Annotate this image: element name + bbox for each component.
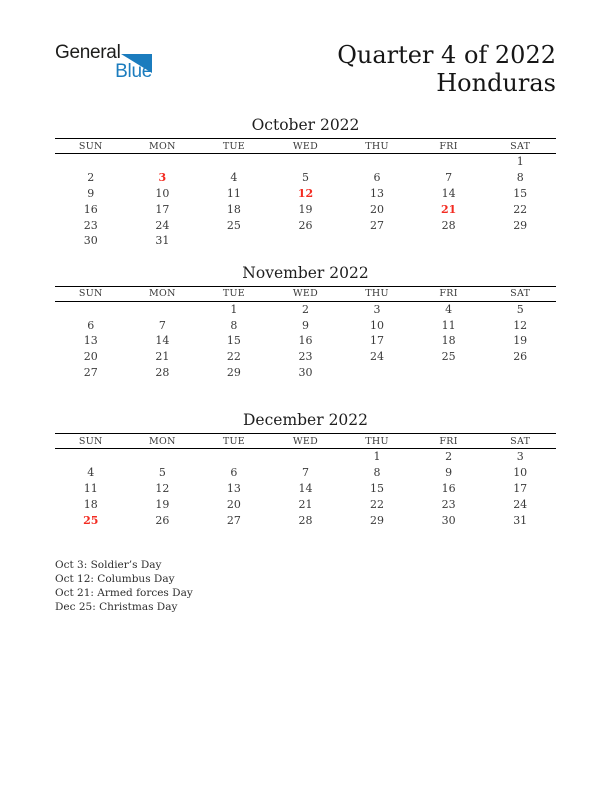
page-header <box>55 43 556 97</box>
empty-cell <box>413 365 485 381</box>
empty-cell <box>127 301 199 317</box>
date-cell: 8 <box>516 171 524 185</box>
month-november <box>55 265 556 413</box>
date-cell: 6 <box>230 466 238 480</box>
date-cell: 2 <box>445 450 453 464</box>
empty-cell <box>198 233 270 249</box>
weekday-header: SUN <box>55 434 127 449</box>
date-cell: 25 <box>441 350 456 364</box>
date-cell: 5 <box>158 466 166 480</box>
months-container <box>55 117 556 560</box>
week-row <box>55 186 556 202</box>
empty-cell <box>484 365 556 381</box>
month-title: December 2022 <box>242 411 369 429</box>
date-cell: 7 <box>445 171 453 185</box>
date-cell: 25 <box>226 218 241 232</box>
weekday-header: MON <box>127 139 199 154</box>
date-cell: 19 <box>155 497 170 511</box>
date-cell: 23 <box>83 218 98 232</box>
holiday-date-cell: 21 <box>440 202 457 216</box>
date-cell: 2 <box>301 302 309 316</box>
date-cell: 20 <box>226 497 241 511</box>
date-cell: 26 <box>298 218 313 232</box>
date-cell: 24 <box>155 218 170 232</box>
empty-cell <box>484 233 556 249</box>
empty-cell <box>270 154 342 170</box>
date-cell: 7 <box>301 466 309 480</box>
date-cell: 26 <box>513 350 528 364</box>
date-cell: 14 <box>298 481 313 495</box>
week-row <box>55 333 556 349</box>
weekday-header: TUE <box>198 286 270 301</box>
month-december <box>55 412 556 560</box>
date-cell: 8 <box>230 318 238 332</box>
week-row <box>55 449 556 465</box>
date-cell: 29 <box>226 366 241 380</box>
weekday-header: FRI <box>413 286 485 301</box>
week-row <box>55 170 556 186</box>
date-cell: 19 <box>298 202 313 216</box>
empty-cell <box>341 233 413 249</box>
date-cell: 15 <box>226 334 241 348</box>
date-cell: 10 <box>370 318 385 332</box>
week-row <box>55 465 556 481</box>
date-cell: 11 <box>441 318 456 332</box>
weekday-header: WED <box>270 139 342 154</box>
date-cell: 27 <box>370 218 385 232</box>
empty-cell <box>270 233 342 249</box>
holiday-list <box>55 558 556 614</box>
date-cell: 20 <box>83 350 98 364</box>
empty-cell <box>55 449 127 465</box>
weekday-header-row <box>55 286 556 301</box>
date-cell: 13 <box>83 334 98 348</box>
weekday-header: WED <box>270 434 342 449</box>
date-cell: 30 <box>298 366 313 380</box>
date-cell: 12 <box>155 481 170 495</box>
week-row <box>55 365 556 381</box>
holiday-item: Oct 3: Soldier’s Day <box>55 558 162 571</box>
date-cell: 30 <box>441 513 456 527</box>
date-cell: 18 <box>83 497 98 511</box>
calendar-table <box>55 433 556 528</box>
holiday-item: Oct 12: Columbus Day <box>55 572 175 585</box>
date-cell: 20 <box>370 202 385 216</box>
date-cell: 6 <box>87 318 95 332</box>
week-row <box>55 317 556 333</box>
calendar-table <box>55 286 556 381</box>
date-cell: 1 <box>230 302 238 316</box>
weekday-header: MON <box>127 286 199 301</box>
empty-cell <box>413 233 485 249</box>
month-october <box>55 117 556 265</box>
weekday-header: FRI <box>413 434 485 449</box>
date-cell: 16 <box>298 334 313 348</box>
date-cell: 19 <box>513 334 528 348</box>
week-row <box>55 217 556 233</box>
date-cell: 14 <box>155 334 170 348</box>
weekday-header: TUE <box>198 434 270 449</box>
weekday-header: THU <box>341 139 413 154</box>
date-cell: 17 <box>370 334 385 348</box>
date-cell: 11 <box>226 186 241 200</box>
date-cell: 22 <box>513 202 528 216</box>
weekday-header: SAT <box>484 286 556 301</box>
date-cell: 10 <box>513 466 528 480</box>
week-row <box>55 349 556 365</box>
date-cell: 4 <box>230 171 238 185</box>
date-cell: 8 <box>373 466 381 480</box>
title-country: Honduras <box>436 69 556 97</box>
weekday-header: SUN <box>55 286 127 301</box>
weekday-header: THU <box>341 286 413 301</box>
page-title <box>337 41 556 97</box>
date-cell: 15 <box>370 481 385 495</box>
holiday-date-cell: 12 <box>297 186 314 200</box>
weekday-header: WED <box>270 286 342 301</box>
date-cell: 9 <box>445 466 453 480</box>
date-cell: 5 <box>301 171 309 185</box>
date-cell: 30 <box>83 234 98 248</box>
week-row <box>55 233 556 249</box>
weekday-header: TUE <box>198 139 270 154</box>
empty-cell <box>55 301 127 317</box>
holiday-item: Dec 25: Christmas Day <box>55 600 178 613</box>
date-cell: 23 <box>441 497 456 511</box>
date-cell: 12 <box>513 318 528 332</box>
month-title: October 2022 <box>251 116 360 134</box>
week-row <box>55 481 556 497</box>
date-cell: 13 <box>226 481 241 495</box>
holiday-date-cell: 25 <box>83 513 99 527</box>
date-cell: 31 <box>155 234 170 248</box>
empty-cell <box>341 365 413 381</box>
calendar-table <box>55 138 556 249</box>
date-cell: 17 <box>155 202 170 216</box>
date-cell: 31 <box>513 513 528 527</box>
weekday-header-row <box>55 139 556 154</box>
date-cell: 14 <box>441 186 456 200</box>
date-cell: 4 <box>87 466 95 480</box>
date-cell: 22 <box>370 497 385 511</box>
weekday-header: SAT <box>484 434 556 449</box>
date-cell: 4 <box>445 302 453 316</box>
holiday-date-cell: 3 <box>158 171 167 185</box>
empty-cell <box>270 449 342 465</box>
title-quarter: Quarter 4 of 2022 <box>337 41 556 69</box>
date-cell: 24 <box>513 497 528 511</box>
date-cell: 28 <box>155 366 170 380</box>
date-cell: 9 <box>301 318 309 332</box>
week-row <box>55 512 556 528</box>
date-cell: 18 <box>441 334 456 348</box>
date-cell: 23 <box>298 350 313 364</box>
weekday-header: SAT <box>484 139 556 154</box>
month-title: November 2022 <box>242 263 369 282</box>
date-cell: 27 <box>226 513 241 527</box>
date-cell: 3 <box>373 302 381 316</box>
weekday-header: THU <box>341 434 413 449</box>
date-cell: 24 <box>370 350 385 364</box>
date-cell: 16 <box>83 202 98 216</box>
date-cell: 29 <box>513 218 528 232</box>
week-row <box>55 496 556 512</box>
weekday-header: FRI <box>413 139 485 154</box>
date-cell: 28 <box>298 513 313 527</box>
date-cell: 22 <box>226 350 241 364</box>
logo-text-blue: Blue <box>115 61 152 82</box>
date-cell: 26 <box>155 513 170 527</box>
weekday-header: MON <box>127 434 199 449</box>
weekday-header: SUN <box>55 139 127 154</box>
date-cell: 11 <box>83 481 98 495</box>
date-cell: 6 <box>373 171 381 185</box>
date-cell: 13 <box>370 186 385 200</box>
date-cell: 28 <box>441 218 456 232</box>
date-cell: 10 <box>155 186 170 200</box>
weekday-header-row <box>55 434 556 449</box>
empty-cell <box>127 449 199 465</box>
date-cell: 7 <box>158 318 166 332</box>
date-cell: 27 <box>83 366 98 380</box>
general-blue-logo <box>55 43 153 81</box>
date-cell: 5 <box>516 302 524 316</box>
holiday-item: Oct 21: Armed forces Day <box>55 586 193 599</box>
date-cell: 18 <box>226 202 241 216</box>
date-cell: 17 <box>513 481 528 495</box>
empty-cell <box>198 449 270 465</box>
date-cell: 21 <box>155 350 170 364</box>
date-cell: 9 <box>87 186 95 200</box>
date-cell: 1 <box>373 450 381 464</box>
week-row <box>55 201 556 217</box>
empty-cell <box>127 154 199 170</box>
empty-cell <box>341 154 413 170</box>
empty-cell <box>198 154 270 170</box>
date-cell: 15 <box>513 186 528 200</box>
week-row <box>55 154 556 170</box>
week-row <box>55 301 556 317</box>
date-cell: 29 <box>370 513 385 527</box>
date-cell: 1 <box>516 155 524 169</box>
date-cell: 16 <box>441 481 456 495</box>
date-cell: 2 <box>87 171 95 185</box>
logo-triangle-icon <box>121 54 152 73</box>
empty-cell <box>413 154 485 170</box>
logo-text-general: General <box>55 42 121 63</box>
empty-cell <box>55 154 127 170</box>
date-cell: 21 <box>298 497 313 511</box>
date-cell: 3 <box>516 450 524 464</box>
